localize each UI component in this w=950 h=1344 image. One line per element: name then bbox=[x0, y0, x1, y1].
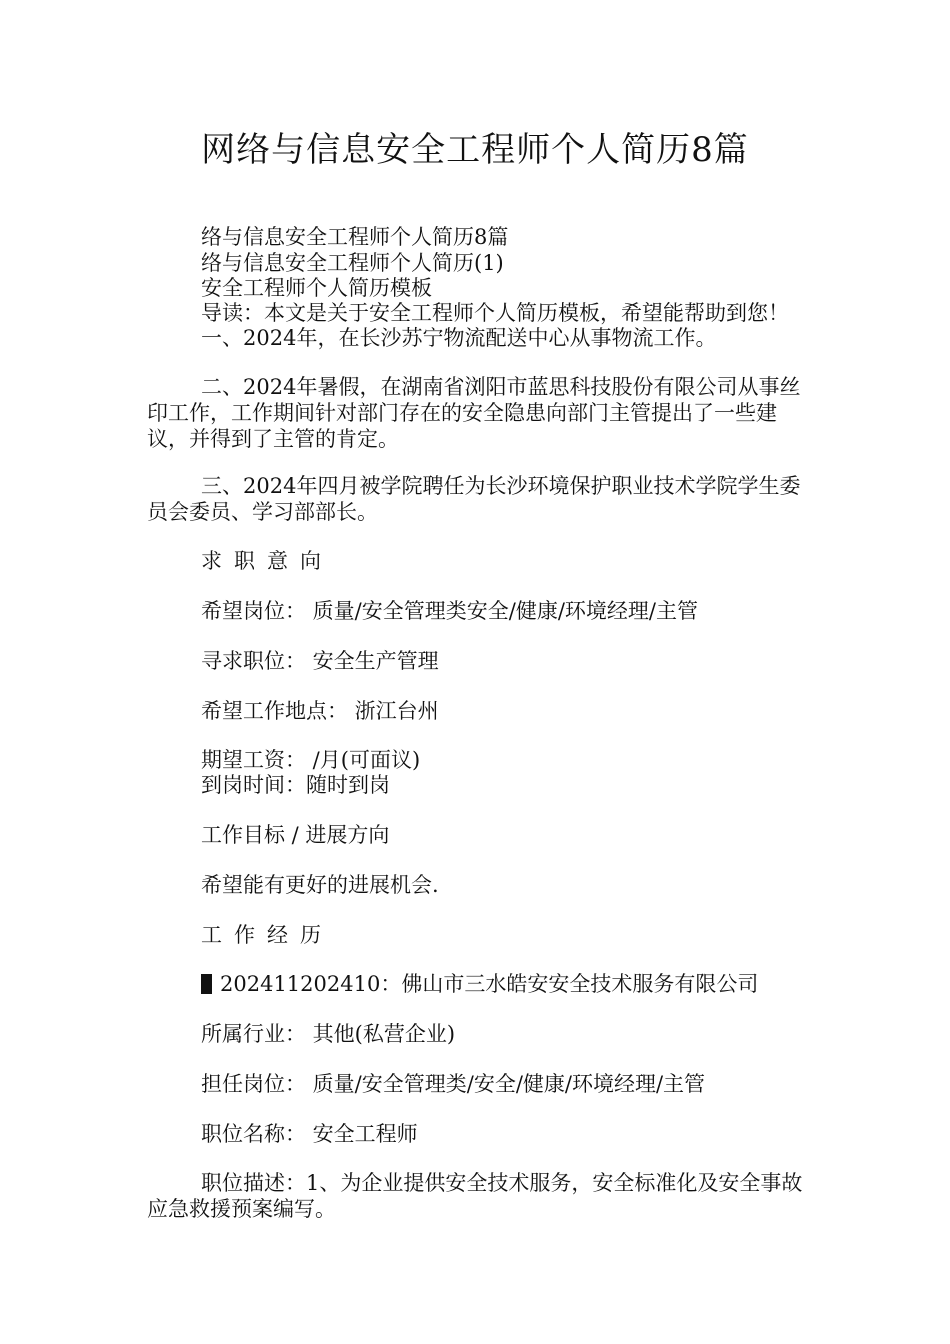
job-title: 职位名称： 安全工程师 bbox=[201, 1122, 418, 1146]
work-history-heading: 工作经历 bbox=[201, 923, 333, 947]
experience-paragraph-2: 二、2024年暑假，在湖南省浏阳市蓝思科技股份有限公司从事丝印工作，工作期间针对部门存在的安全隐患向部门主管提出了一些建议，并得到了主管的肯定。 bbox=[147, 375, 801, 451]
goal-heading: 工作目标 / 进展方向 bbox=[201, 823, 390, 847]
intro-line-2: 络与信息安全工程师个人简历(1) bbox=[201, 251, 504, 275]
intro-line-4: 导读：本文是关于安全工程师个人简历模板，希望能帮助到您！ bbox=[201, 301, 789, 325]
goal-text: 希望能有更好的进展机会. bbox=[201, 873, 439, 897]
work-history-entry-text: 202411202410：佛山市三水皓安安全技术服务有限公司 bbox=[220, 972, 759, 996]
experience-paragraph-3: 三、2024年四月被学院聘任为长沙环境保护职业技术学院学生委员会委员、学习部部长。 bbox=[147, 474, 801, 524]
industry: 所属行业： 其他(私营企业) bbox=[201, 1022, 456, 1046]
job-description: 职位描述：1、为企业提供安全技术服务，安全标准化及安全事故应急救援预案编写。 bbox=[147, 1171, 803, 1221]
seeking-position: 寻求职位： 安全生产管理 bbox=[201, 649, 439, 673]
job-intent-heading: 求职意向 bbox=[201, 549, 333, 573]
held-position: 担任岗位： 质量/安全管理类/安全/健康/环境经理/主管 bbox=[201, 1072, 706, 1096]
intro-line-1: 络与信息安全工程师个人简历8篇 bbox=[201, 225, 509, 249]
document-title: 网络与信息安全工程师个人简历8篇 bbox=[201, 130, 749, 170]
intro-line-5: 一、2024年，在长沙苏宁物流配送中心从事物流工作。 bbox=[201, 326, 717, 350]
desired-location: 希望工作地点： 浙江台州 bbox=[201, 699, 439, 723]
expected-salary: 期望工资： /月(可面议) bbox=[201, 748, 421, 772]
desired-position: 希望岗位： 质量/安全管理类安全/健康/环境经理/主管 bbox=[201, 599, 698, 623]
bullet-block-icon bbox=[201, 974, 212, 994]
available-time: 到岗时间：随时到岗 bbox=[201, 773, 390, 797]
work-history-entry bbox=[201, 971, 758, 997]
intro-line-3: 安全工程师个人简历模板 bbox=[201, 276, 432, 300]
